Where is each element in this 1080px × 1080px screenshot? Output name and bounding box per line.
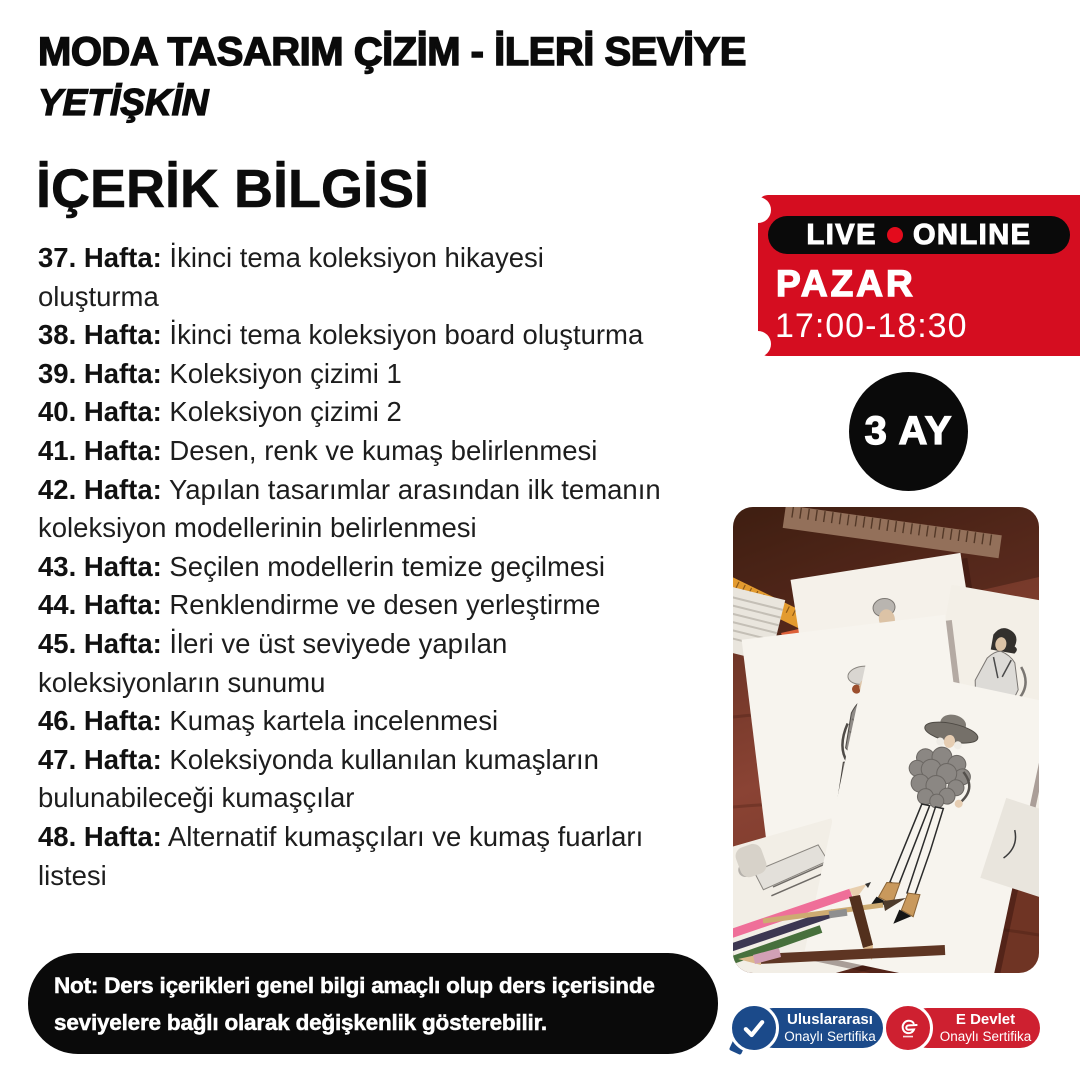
week-label: 48. Hafta: bbox=[38, 820, 162, 852]
week-item: 46. Hafta: Kumaş kartela incelenmesi bbox=[38, 705, 499, 737]
live-label: LIVE bbox=[806, 218, 877, 251]
week-item: 45. Hafta: İleri ve üst seviyede yapılan koleksiyonların sunumu bbox=[38, 627, 508, 698]
week-item: 38. Hafta: İkinci tema koleksiyon board oluşturma bbox=[38, 319, 644, 351]
ticket-notch-icon bbox=[745, 197, 771, 223]
schedule-time: 17:00-18:30 bbox=[775, 307, 968, 345]
week-label: 43. Hafta: bbox=[38, 550, 162, 582]
fashion-sketches-illustration bbox=[733, 507, 1039, 973]
week-label: 39. Hafta: bbox=[38, 357, 162, 389]
certificate-text bbox=[781, 1008, 879, 1048]
week-list bbox=[38, 239, 665, 895]
schedule-ticket bbox=[758, 195, 1080, 356]
live-dot-icon bbox=[887, 227, 903, 243]
certificate-title: E Devlet bbox=[955, 1011, 1016, 1029]
course-audience: YETİŞKİN bbox=[38, 82, 209, 123]
note-box bbox=[28, 953, 718, 1054]
week-label: 38. Hafta: bbox=[38, 319, 162, 351]
week-label: 40. Hafta: bbox=[38, 396, 162, 428]
online-label: ONLINE bbox=[912, 218, 1032, 251]
week-label: 44. Hafta: bbox=[38, 589, 162, 621]
week-item: 43. Hafta: Seçilen modellerin temize geçilmesi bbox=[38, 550, 606, 582]
week-item: 42. Hafta: Yapılan tasarımlar arasından ilk temanın koleksiyon modellerinin belirlenmesi bbox=[38, 473, 661, 544]
schedule-day: PAZAR bbox=[776, 263, 916, 304]
week-item: 40. Hafta: Koleksiyon çizimi 2 bbox=[38, 396, 402, 428]
week-label: 37. Hafta: bbox=[38, 242, 162, 273]
week-item: 41. Hafta: Desen, renk ve kumaş belirlenmesi bbox=[38, 434, 598, 466]
course-photo bbox=[733, 507, 1039, 973]
week-item: 48. Hafta: Alternatif kumaşçıları ve kumaş fuarları listesi bbox=[38, 820, 644, 891]
week-label: 47. Hafta: bbox=[38, 743, 162, 775]
week-label: 46. Hafta: bbox=[38, 705, 162, 737]
live-online-badge bbox=[768, 216, 1070, 254]
certificate-subtitle: Onaylı Sertifika bbox=[939, 1028, 1032, 1044]
checkmark-icon bbox=[729, 1003, 779, 1053]
certificate-badge-edevlet bbox=[883, 1003, 1040, 1053]
week-label: 42. Hafta: bbox=[38, 473, 162, 505]
week-label: 41. Hafta: bbox=[38, 434, 162, 466]
certificate-subtitle: Onaylı Sertifika bbox=[784, 1028, 876, 1044]
note-text: Not: Ders içerikleri genel bilgi amaçlı olup ders içerisinde seviyelere bağlı olarak değişkenlik gösterebilir. bbox=[54, 972, 655, 1035]
content-heading: İÇERİK BİLGİSİ bbox=[36, 159, 430, 219]
certificate-badge-international bbox=[729, 1003, 883, 1053]
duration-badge bbox=[849, 372, 968, 491]
certificate-text bbox=[935, 1008, 1036, 1048]
week-item: 47. Hafta: Koleksiyonda kullanılan kumaşların bulunabileceği kumaşçılar bbox=[38, 743, 599, 814]
week-item: 44. Hafta: Renklendirme ve desen yerleştirme bbox=[38, 589, 601, 621]
week-item: 37. Hafta: İkinci tema koleksiyon hikayesi oluşturma bbox=[38, 242, 544, 312]
certificate-title: Uluslararası bbox=[787, 1011, 873, 1029]
duration-label: 3 AY bbox=[864, 409, 953, 453]
course-title: MODA TASARIM ÇİZİM - İLERİ SEVİYE bbox=[38, 30, 746, 74]
ticket-notch-icon bbox=[745, 331, 771, 357]
edevlet-logo-icon bbox=[883, 1003, 933, 1053]
week-label: 45. Hafta: bbox=[38, 627, 162, 659]
week-item: 39. Hafta: Koleksiyon çizimi 1 bbox=[38, 357, 402, 389]
